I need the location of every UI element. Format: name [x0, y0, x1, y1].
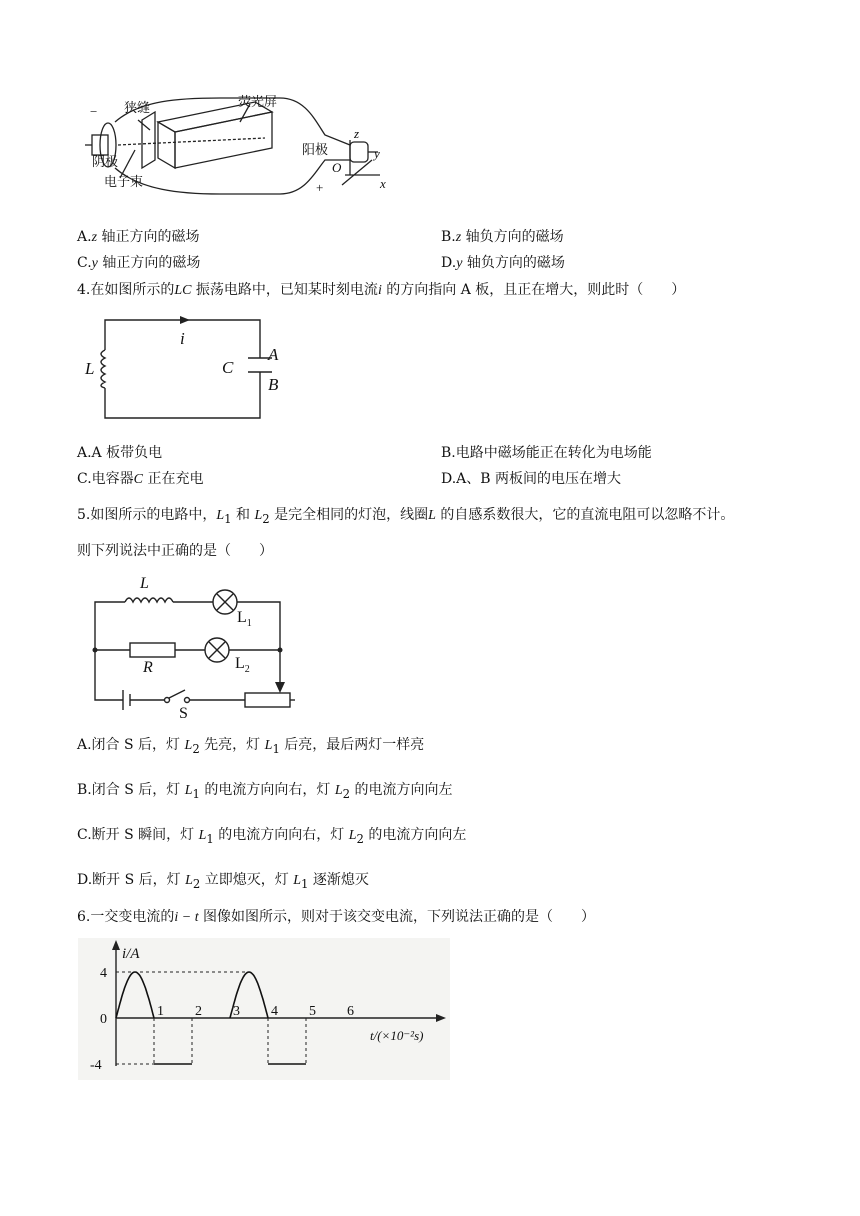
q3-option-a: A.z 轴正方向的磁场	[77, 229, 200, 245]
rl-lamp2-label: $L_2$	[235, 655, 250, 675]
rl-lamp1-label: $L_1$	[237, 609, 252, 629]
chart-x-tick-label: 1	[157, 1004, 164, 1019]
q4-stem: 4.在如图所示的LC 振荡电路中，已知某时刻电流i 的方向指向 A 板，且正在增大，则此时（ ）	[77, 282, 686, 298]
slit-label: 狭缝	[124, 100, 151, 115]
plus-sign: +	[316, 180, 324, 195]
chart-y-tick-label: 0	[100, 1012, 107, 1027]
chart-x-tick-label: 4	[271, 1004, 278, 1019]
q3-option-c: C.y 轴正方向的磁场	[77, 255, 201, 271]
axis-x-label: x	[380, 176, 386, 191]
q5-stem-line2: 则下列说法中正确的是（ ）	[77, 543, 273, 559]
q4-option-c: C.电容器C 正在充电	[77, 471, 204, 487]
q4-option-b: B.电路中磁场能正在转化为电场能	[441, 445, 652, 461]
q5-option-d: D.断开 S 后，灯 $L_2$ 立即熄灭，灯 $L_1$ 逐渐熄灭	[77, 872, 369, 891]
axis-z-label: z	[354, 126, 360, 141]
chart-y-tick-label: 4	[100, 966, 107, 981]
rl-switch-label: S	[179, 705, 188, 720]
lc-inductor-label: L	[85, 359, 95, 378]
cathode-label: 阴极	[92, 154, 119, 169]
screen-label: 荧光屏	[238, 94, 278, 109]
q5-option-c: C.断开 S 瞬间，灯 $L_1$ 的电流方向向右，灯 $L_2$ 的电流方向向左	[77, 827, 467, 846]
minus-sign: −	[90, 104, 98, 119]
q3-option-d: D.y 轴负方向的磁场	[441, 255, 565, 271]
figure-electron-tube	[80, 90, 400, 205]
q4-option-d: D.A、B 两板间的电压在增大	[441, 471, 622, 487]
lc-current-label: i	[180, 329, 185, 348]
figure-rl-circuit	[85, 572, 300, 720]
anode-label: 阳极	[302, 142, 329, 157]
chart-x-axis-label: t/(×10⁻²s)	[370, 1028, 424, 1043]
chart-y-axis-label: i/A	[122, 946, 140, 962]
chart-y-axis-arrow	[112, 940, 120, 950]
q5-option-a: A.闭合 S 后，灯 $L_2$ 先亮，灯 $L_1$ 后亮，最后两灯一样亮	[77, 737, 425, 756]
figure-current-graph	[78, 938, 450, 1080]
q6-stem: 6.一交变电流的i − t 图像如图所示，则对于该交变电流，下列说法正确的是（ ）	[77, 909, 596, 925]
current-time-chart	[78, 938, 450, 1080]
q5-stem-line1: 5.如图所示的电路中，$L_1$ 和 $L_2$ 是完全相同的灯泡，线圈L 的自感系数很大，它的直流电阻可以忽略不计。	[77, 507, 735, 526]
lc-capacitor-label: C	[222, 358, 234, 377]
rl-circuit-diagram	[85, 572, 300, 720]
beam-label: 电子束	[104, 174, 144, 189]
electron-tube-diagram	[80, 90, 400, 205]
chart-y-tick-label: -4	[90, 1058, 102, 1073]
q4-option-a: A.A 板带负电	[77, 445, 163, 461]
chart-series-half-sine	[116, 972, 154, 1018]
q5-option-b: B.闭合 S 后，灯 $L_1$ 的电流方向向右，灯 $L_2$ 的电流方向向左	[77, 782, 453, 801]
rl-resistor-label: R	[143, 659, 153, 676]
chart-x-tick-label: 2	[195, 1004, 202, 1019]
chart-x-tick-label: 3	[233, 1004, 240, 1019]
chart-x-axis-arrow	[436, 1014, 446, 1022]
lc-plate-a-label: A	[268, 345, 279, 364]
axis-origin-label: O	[332, 160, 342, 175]
chart-x-tick-label: 5	[309, 1004, 316, 1019]
lc-circuit-diagram	[80, 310, 290, 425]
figure-lc-circuit	[80, 310, 290, 425]
q3-option-b: B.z 轴负方向的磁场	[441, 229, 564, 245]
lc-plate-b-label: B	[268, 375, 279, 394]
axis-y-label: y	[374, 146, 380, 161]
rl-inductor-label: L	[140, 575, 149, 592]
chart-x-tick-label: 6	[347, 1004, 354, 1019]
